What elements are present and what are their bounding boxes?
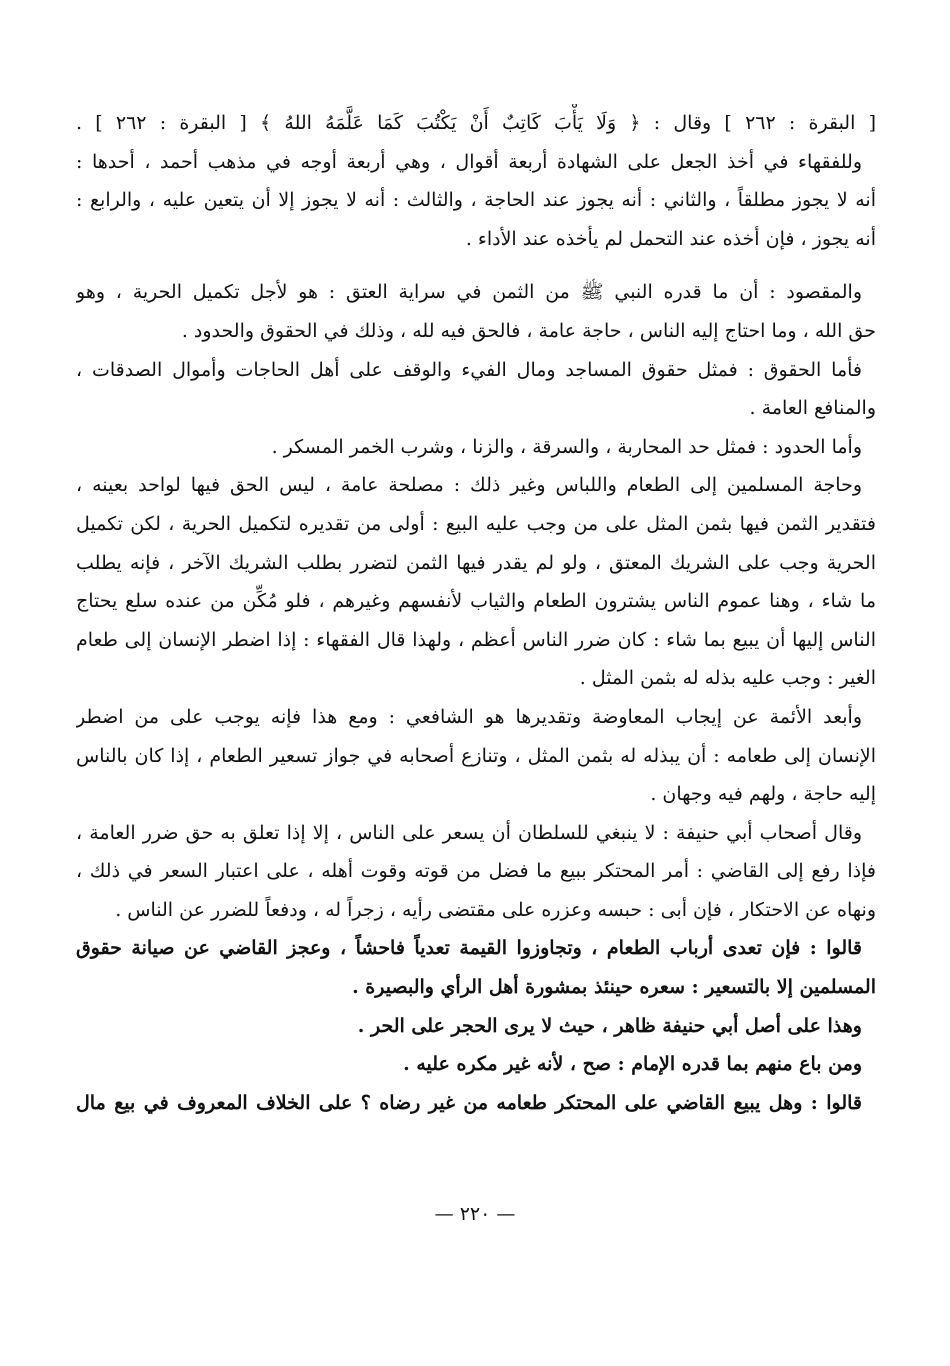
paragraph	[76, 351, 876, 428]
text-line: الحرية وجب على الشريك المعتق ، ولو لم يقدر فيها الثمن لتضرر بطلب الشريك الآخر ، فإنه يطلب	[76, 551, 876, 574]
paragraph	[76, 929, 876, 1006]
paragraph	[76, 698, 876, 814]
text-line: وأما الحدود : فمثل حد المحاربة ، والسرقة ، والزنا ، وشرب الخمر المسكر .	[271, 435, 862, 458]
text-line: أنه لا يجوز مطلقاً ، والثاني : أنه يجوز عند الحاجة ، والثالث : أنه لا يجوز إلا أن يتعين عليه ، والرابع :	[76, 189, 876, 212]
text-line: فإذا رفع إلى القاضي : أمر المحتكر ببيع ما فضل من قوته وقوت أهله ، على اعتبار السعر في ذلك ،	[76, 860, 876, 883]
text-line: قالوا : وهل يبيع القاضي على المحتكر طعامه من غير رضاه ؟ على الخلاف المعروف في بيع مال	[76, 1091, 862, 1114]
paragraph	[76, 104, 876, 143]
text-line: وللفقهاء في أخذ الجعل على الشهادة أربعة أقوال ، وهي أربعة أوجه في مذهب أحمد ، أحدها :	[76, 150, 862, 173]
text-line: وحاجة المسلمين إلى الطعام واللباس وغير ذلك : مصلحة عامة ، ليس الحق فيها لواحد بعينه ،	[76, 474, 862, 497]
text-line: وقال أصحاب أبي حنيفة : لا ينبغي للسلطان أن يسعر على الناس ، إلا إذا تعلق به حق ضرر العامة ،	[76, 821, 862, 844]
paragraph	[76, 1007, 876, 1046]
paragraph	[76, 1045, 876, 1084]
text-line: ومن باع منهم بما قدره الإمام : صح ، لأنه غير مكره عليه .	[403, 1053, 862, 1076]
text-line: [ البقرة : ٢٦٢ ] وقال : ﴿ وَلَا يَأْبَ كَاتِبٌ أَنْ يَكْتُبَ كَمَا عَلَّمَهُ اللهُ ﴾ [ البقرة : ٢٦٢ ] .	[76, 112, 876, 134]
paragraph	[76, 428, 876, 467]
paragraph	[76, 143, 876, 259]
paragraph	[76, 1084, 876, 1123]
paragraph	[76, 814, 876, 930]
text-line: ما شاء ، وهنا عموم الناس يشترون الطعام والثياب لأنفسهم وغيرهم ، فلو مُكِّن من عنده سلع يحتاج	[76, 590, 876, 613]
paragraph-gap	[76, 258, 876, 273]
text-line: الناس إليها أن يبيع بما شاء : كان ضرر الناس أعظم ، ولهذا قال الفقهاء : إذا اضطر الإنسان إلى طعام	[76, 628, 876, 651]
text-line: وأبعد الأئمة عن إيجاب المعاوضة وتقديرها هو الشافعي : ومع هذا فإنه يوجب على من اضطر	[76, 705, 862, 728]
paragraph	[76, 466, 876, 698]
page-number: — ٢٢٠ —	[434, 1203, 516, 1225]
text-line: وهذا على أصل أبي حنيفة ظاهر ، حيث لا يرى الحجر على الحر .	[357, 1014, 862, 1037]
text-line: ونهاه عن الاحتكار ، فإن أبى : حبسه وعزره على مقتضى رأيه ، زجراً له ، ودفعاً للضرر عن الناس .	[115, 898, 876, 921]
text-line: أنه يجوز ، فإن أخذه عند التحمل لم يأخذه عند الأداء .	[465, 227, 876, 250]
text-line: قالوا : فإن تعدى أرباب الطعام ، وتجاوزوا القيمة تعدياً فاحشاً ، وعجز القاضي عن صيانة حقوق	[76, 937, 862, 960]
text-line: إليه حاجة ، ولهم فيه وجهان .	[650, 783, 876, 806]
page-body	[76, 104, 876, 1122]
text-line: الغير : وجب عليه بذله له بثمن المثل .	[579, 667, 876, 690]
text-line: والمقصود : أن ما قدره النبي ﷺ من الثمن في سراية العتق : هو لأجل تكميل الحرية ، وهو	[76, 281, 862, 304]
text-line: فأما الحقوق : فمثل حقوق المساجد ومال الفيء والوقف على أهل الحاجات وأموال الصدقات ،	[76, 358, 862, 381]
text-line: الإنسان إلى طعامه : أن يبذله له بثمن المثل ، وتنازع أصحابه في جواز تسعير الطعام ، إذا كان بالناس	[76, 744, 876, 767]
text-line: حق الله ، وما احتاج إليه الناس ، حاجة عامة ، فالحق فيه لله ، وذلك في الحقوق والحدود .	[181, 319, 876, 342]
text-line: فتقدير الثمن فيها بثمن المثل على من وجب عليه البيع : أولى من تقديره لتكميل الحرية ، لكن تكميل	[76, 512, 876, 535]
text-line: المسلمين إلا بالتسعير : سعره حينئذ بمشورة أهل الرأي والبصيرة .	[352, 976, 876, 999]
text-line: والمنافع العامة .	[749, 397, 876, 420]
paragraph	[76, 273, 876, 350]
